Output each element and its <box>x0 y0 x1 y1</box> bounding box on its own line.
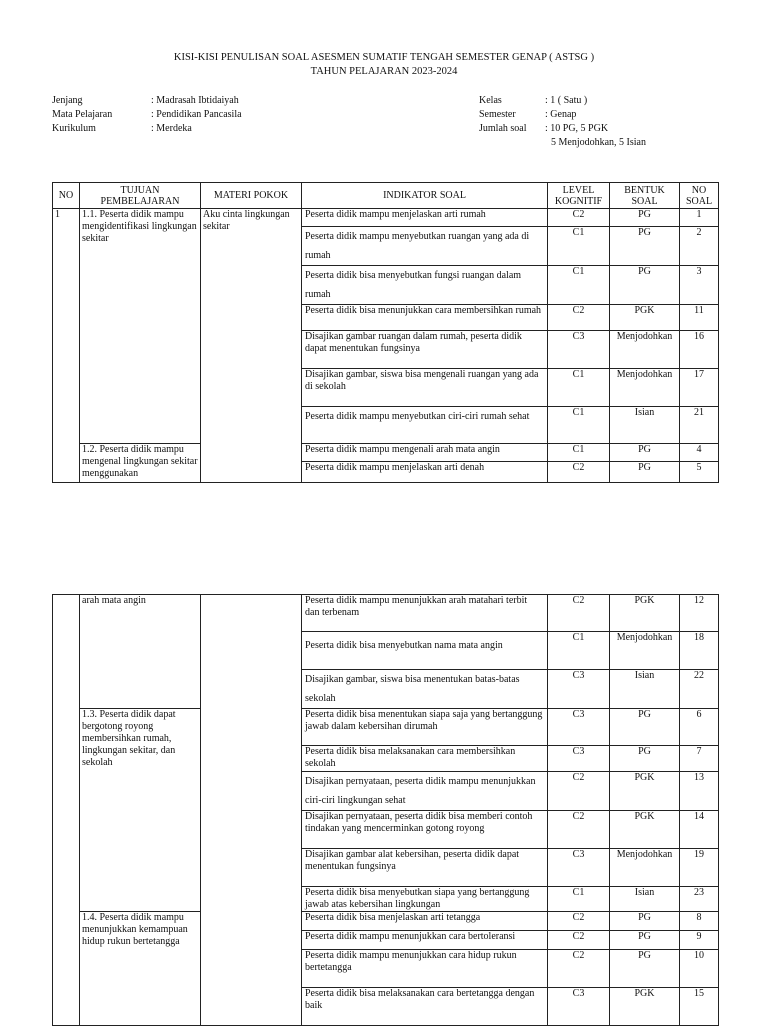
cell-nosoal: 8 <box>680 912 719 931</box>
cell-nosoal: 23 <box>680 887 719 912</box>
cell-level: C2 <box>548 305 610 331</box>
cell-nosoal: 9 <box>680 931 719 950</box>
cell-indikator: Disajikan pernyataan, peserta didik mampu menunjukkan ciri-ciri lingkungan sehat <box>302 772 548 811</box>
cell-nosoal: 2 <box>680 227 719 266</box>
col-header-level: LEVEL KOGNITIF <box>548 183 610 209</box>
col-header-materi: MATERI POKOK <box>201 183 302 209</box>
cell-bentuk: PG <box>610 931 680 950</box>
cell-bentuk: PGK <box>610 772 680 811</box>
info-label: Kelas <box>479 95 502 106</box>
cell-level: C3 <box>548 670 610 709</box>
table-row <box>53 444 719 462</box>
cell-bentuk: PG <box>610 709 680 746</box>
cell-indikator: Peserta didik mampu mengenali arah mata angin <box>302 444 548 462</box>
info-value: : Merdeka <box>151 123 192 134</box>
cell-level: C2 <box>548 811 610 849</box>
cell-nosoal: 19 <box>680 849 719 887</box>
cell-nosoal: 13 <box>680 772 719 811</box>
cell-indikator: Peserta didik bisa menyebutkan siapa yang bertanggung jawab atas kebersihan lingkungan <box>302 887 548 912</box>
cell-indikator: Peserta didik mampu menyebutkan ciri-ciri rumah sehat <box>302 407 548 444</box>
cell-level: C1 <box>548 632 610 670</box>
info-value: : Pendidikan Pancasila <box>151 109 242 120</box>
cell-nosoal: 4 <box>680 444 719 462</box>
cell-level: C2 <box>548 462 610 483</box>
col-header-bentuk: BENTUK SOAL <box>610 183 680 209</box>
info-value: : 10 PG, 5 PGK <box>545 123 609 134</box>
info-jumlah-soal <box>479 122 646 136</box>
cell-nosoal: 18 <box>680 632 719 670</box>
table-row <box>53 595 719 632</box>
cell-bentuk: Menjodohkan <box>610 849 680 887</box>
cell-indikator: Peserta didik mampu menyebutkan ruangan yang ada di rumah <box>302 227 548 266</box>
cell-level: C1 <box>548 887 610 912</box>
cell-nosoal: 3 <box>680 266 719 305</box>
cell-level: C3 <box>548 746 610 772</box>
cell-bentuk: Menjodohkan <box>610 632 680 670</box>
info-label: Semester <box>479 109 516 120</box>
cell-level: C2 <box>548 931 610 950</box>
cell-nosoal: 12 <box>680 595 719 632</box>
cell-level: C2 <box>548 912 610 931</box>
cell-level: C1 <box>548 369 610 407</box>
cell-bentuk: PG <box>610 444 680 462</box>
cell-indikator: Peserta didik mampu menunjukkan cara bertoleransi <box>302 931 548 950</box>
cell-level: C2 <box>548 209 610 227</box>
cell-bentuk: PGK <box>610 988 680 1026</box>
document-title: KISI-KISI PENULISAN SOAL ASESMEN SUMATIF TENGAH SEMESTER GENAP ( ASTSG ) <box>173 52 595 63</box>
cell-materi: Aku cinta lingkungan sekitar <box>201 209 302 483</box>
cell-level: C3 <box>548 849 610 887</box>
cell-bentuk: PG <box>610 950 680 988</box>
info-kurikulum <box>52 122 242 136</box>
cell-level: C1 <box>548 227 610 266</box>
cell-no: 1 <box>53 209 80 483</box>
cell-bentuk: Isian <box>610 887 680 912</box>
cell-bentuk: Menjodohkan <box>610 369 680 407</box>
cell-nosoal: 1 <box>680 209 719 227</box>
cell-nosoal: 16 <box>680 331 719 369</box>
info-value: : Genap <box>545 109 577 120</box>
col-header-indikator: INDIKATOR SOAL <box>302 183 548 209</box>
cell-indikator: Disajikan gambar ruangan dalam rumah, peserta didik dapat menentukan fungsinya <box>302 331 548 369</box>
cell-level: C3 <box>548 709 610 746</box>
cell-bentuk: PG <box>610 227 680 266</box>
cell-level: C2 <box>548 772 610 811</box>
cell-indikator: Peserta didik bisa menunjukkan cara membersihkan rumah <box>302 305 548 331</box>
cell-indikator: Peserta didik bisa menyebutkan nama mata angin <box>302 632 548 670</box>
cell-nosoal: 15 <box>680 988 719 1026</box>
cell-level: C3 <box>548 331 610 369</box>
cell-materi <box>201 595 302 1026</box>
cell-nosoal: 17 <box>680 369 719 407</box>
cell-tujuan: 1.3. Peserta didik dapat bergotong royong membersihkan rumah, lingkungan sekitar, dan sekolah <box>80 709 201 912</box>
info-value: : 1 ( Satu ) <box>545 95 588 106</box>
col-header-nosoal: NO SOAL <box>680 183 719 209</box>
info-label: Jenjang <box>52 95 83 106</box>
cell-indikator: Peserta didik bisa menjelaskan arti tetangga <box>302 912 548 931</box>
blueprint-table-page-1 <box>52 182 719 483</box>
cell-nosoal: 7 <box>680 746 719 772</box>
table-row <box>53 709 719 746</box>
cell-bentuk: PG <box>610 266 680 305</box>
cell-indikator: Peserta didik mampu menjelaskan arti rumah <box>302 209 548 227</box>
cell-bentuk: PGK <box>610 595 680 632</box>
cell-no <box>53 595 80 1026</box>
cell-bentuk: Isian <box>610 407 680 444</box>
cell-indikator: Disajikan gambar, siswa bisa menentukan batas-batas sekolah <box>302 670 548 709</box>
table-row <box>53 912 719 931</box>
cell-level: C1 <box>548 407 610 444</box>
cell-nosoal: 5 <box>680 462 719 483</box>
cell-bentuk: PG <box>610 746 680 772</box>
info-jumlah-soal-cont: 5 Menjodohkan, 5 Isian <box>551 137 646 148</box>
cell-indikator: Peserta didik mampu menunjukkan cara hidup rukun bertetangga <box>302 950 548 988</box>
col-header-tujuan: TUJUAN PEMBELAJARAN <box>80 183 201 209</box>
cell-nosoal: 14 <box>680 811 719 849</box>
cell-indikator: Peserta didik bisa melaksanakan cara membersihkan sekolah <box>302 746 548 772</box>
info-label: Kurikulum <box>52 123 96 134</box>
cell-bentuk: PG <box>610 462 680 483</box>
cell-tujuan: arah mata angin <box>80 595 201 709</box>
cell-indikator: Peserta didik mampu menunjukkan arah matahari terbit dan terbenam <box>302 595 548 632</box>
info-label: Jumlah soal <box>479 123 527 134</box>
identity-info-left <box>52 94 242 136</box>
info-kelas <box>479 94 646 108</box>
cell-level: C1 <box>548 266 610 305</box>
cell-indikator: Peserta didik bisa melaksanakan cara bertetangga dengan baik <box>302 988 548 1026</box>
cell-tujuan: 1.1. Peserta didik mampu mengidentifikasi lingkungan sekitar <box>80 209 201 444</box>
cell-indikator: Peserta didik bisa menentukan siapa saja yang bertanggung jawab dalam kebersihan dirumah <box>302 709 548 746</box>
identity-info-right <box>479 94 646 150</box>
blueprint-table-page-2 <box>52 594 719 1026</box>
cell-nosoal: 6 <box>680 709 719 746</box>
cell-level: C2 <box>548 950 610 988</box>
table-row <box>53 209 719 227</box>
info-jenjang <box>52 94 242 108</box>
info-mapel <box>52 108 242 122</box>
cell-indikator: Disajikan pernyataan, peserta didik bisa memberi contoh tindakan yang mencerminkan gotong royong <box>302 811 548 849</box>
info-label: Mata Pelajaran <box>52 109 113 120</box>
cell-nosoal: 22 <box>680 670 719 709</box>
cell-level: C1 <box>548 444 610 462</box>
cell-tujuan: 1.2. Peserta didik mampu mengenal lingkungan sekitar menggunakan <box>80 444 201 483</box>
cell-bentuk: Isian <box>610 670 680 709</box>
col-header-no: NO <box>53 183 80 209</box>
document-subtitle: TAHUN PELAJARAN 2023-2024 <box>310 66 458 77</box>
cell-indikator: Disajikan gambar alat kebersihan, peserta didik dapat menentukan fungsinya <box>302 849 548 887</box>
cell-indikator: Peserta didik mampu menjelaskan arti denah <box>302 462 548 483</box>
info-semester <box>479 108 646 122</box>
cell-bentuk: PG <box>610 912 680 931</box>
info-value: : Madrasah Ibtidaiyah <box>151 95 239 106</box>
cell-bentuk: PG <box>610 209 680 227</box>
cell-bentuk: Menjodohkan <box>610 331 680 369</box>
cell-bentuk: PGK <box>610 811 680 849</box>
cell-indikator: Peserta didik bisa menyebutkan fungsi ruangan dalam rumah <box>302 266 548 305</box>
cell-bentuk: PGK <box>610 305 680 331</box>
table-header-row <box>53 183 719 209</box>
cell-nosoal: 21 <box>680 407 719 444</box>
cell-nosoal: 11 <box>680 305 719 331</box>
cell-level: C3 <box>548 988 610 1026</box>
cell-level: C2 <box>548 595 610 632</box>
cell-nosoal: 10 <box>680 950 719 988</box>
cell-tujuan: 1.4. Peserta didik mampu menunjukkan kemampuan hidup rukun bertetangga <box>80 912 201 1026</box>
cell-indikator: Disajikan gambar, siswa bisa mengenali ruangan yang ada di sekolah <box>302 369 548 407</box>
